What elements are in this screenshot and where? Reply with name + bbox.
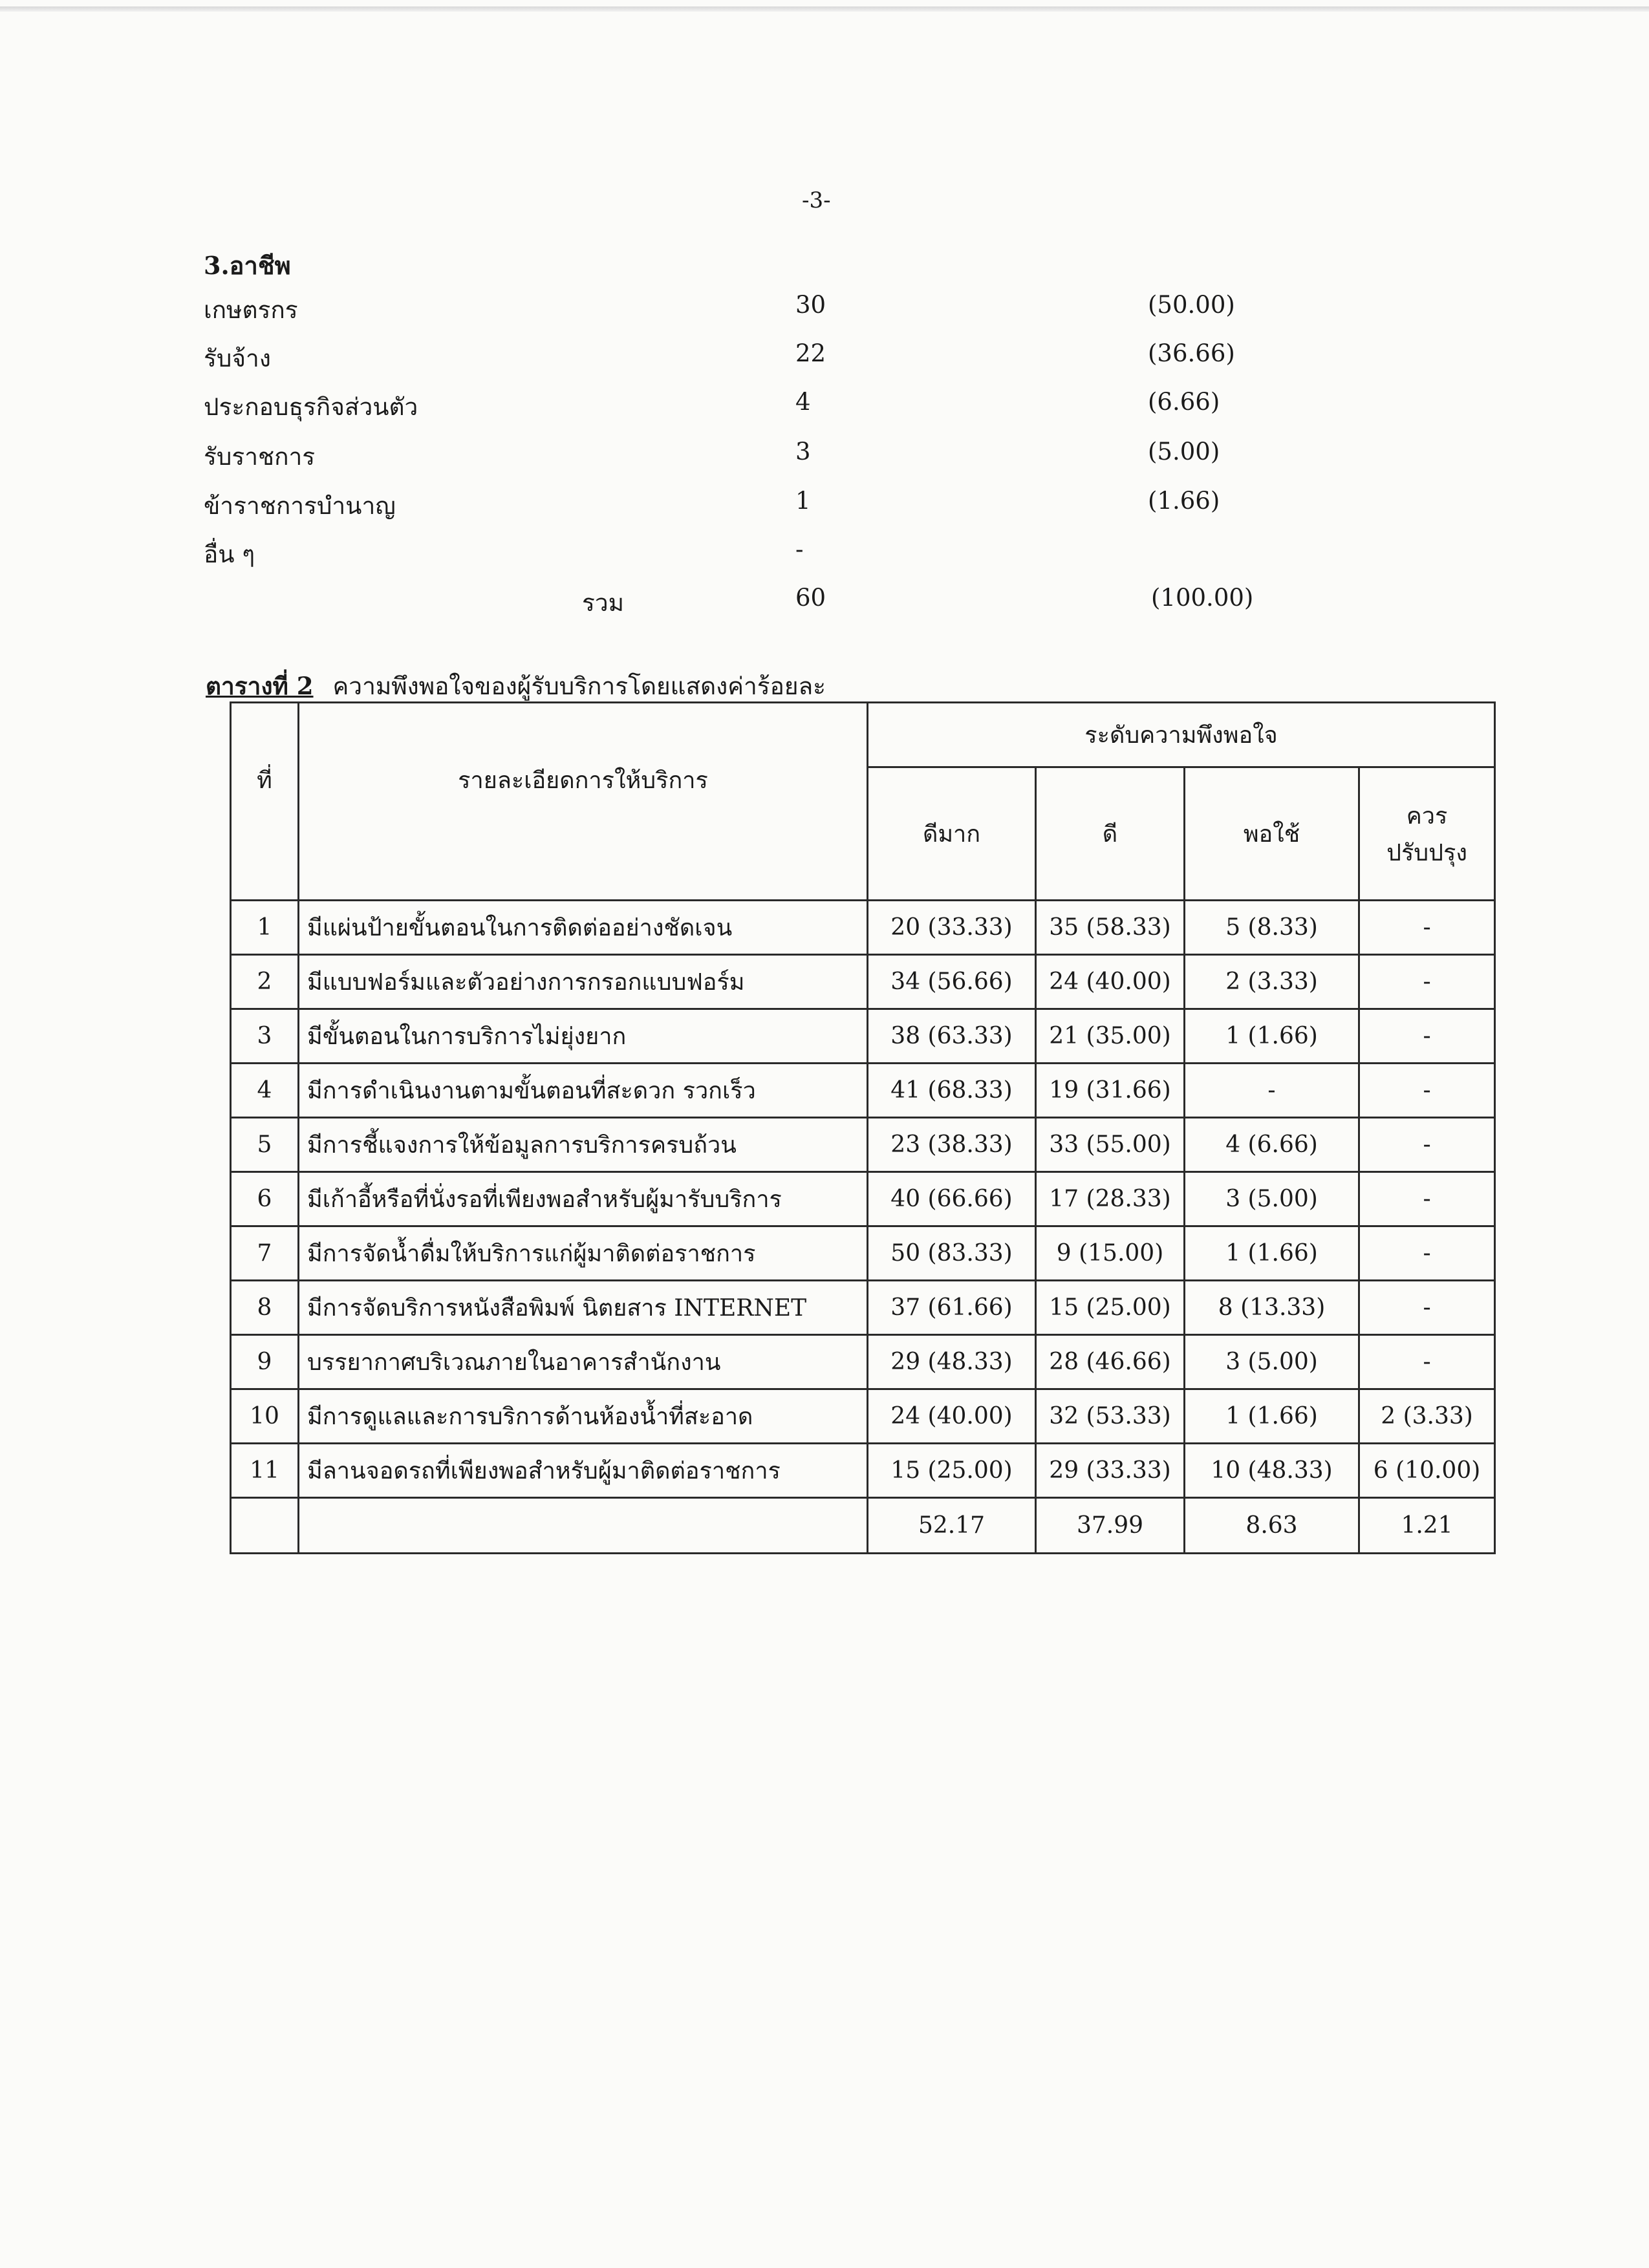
row-very-good: 20 (33.33) (868, 901, 1036, 955)
row-good: 35 (58.33) (1036, 901, 1185, 955)
summary-very-good: 52.17 (868, 1498, 1036, 1554)
row-very-good: 37 (61.66) (868, 1281, 1036, 1335)
row-number: 5 (231, 1118, 299, 1172)
row-needs-improvement: 6 (10.00) (1359, 1444, 1495, 1498)
occupation-count: 4 (795, 388, 811, 416)
row-good: 29 (33.33) (1036, 1444, 1185, 1498)
occupation-row (0, 388, 1649, 427)
row-fair: 8 (13.33) (1185, 1281, 1359, 1335)
occupation-row (0, 438, 1649, 476)
row-good: 17 (28.33) (1036, 1172, 1185, 1226)
satisfaction-table (230, 701, 1496, 1554)
row-number: 6 (231, 1172, 299, 1226)
row-description: มีการดำเนินงานตามขั้นตอนที่สะดวก รวกเร็ว (299, 1064, 868, 1118)
header-needs-improvement-line2: ปรับปรุง (1386, 839, 1467, 866)
occupation-label: เกษตรกร (204, 296, 298, 324)
row-description: มีเก้าอี้หรือที่นั่งรอที่เพียงพอสำหรับผู้มารับบริการ (299, 1172, 868, 1226)
row-fair: 1 (1.66) (1185, 1226, 1359, 1281)
scan-edge (0, 6, 1649, 12)
row-very-good: 38 (63.33) (868, 1009, 1036, 1064)
occupation-count: 30 (795, 291, 826, 319)
header-good: ดี (1036, 767, 1185, 901)
row-good: 19 (31.66) (1036, 1064, 1185, 1118)
occupation-total-count: 60 (795, 584, 826, 612)
row-very-good: 40 (66.66) (868, 1172, 1036, 1226)
row-number: 1 (231, 901, 299, 955)
occupation-percent: (1.66) (1148, 487, 1220, 515)
occupation-percent: (36.66) (1148, 339, 1235, 367)
occupation-row (0, 535, 1649, 574)
occupation-row (0, 339, 1649, 378)
row-description: มีแผ่นป้ายขั้นตอนในการติดต่ออย่างชัดเจน (299, 901, 868, 955)
occupation-row (0, 487, 1649, 526)
table-caption-text: ความพึงพอใจของผู้รับบริการโดยแสดงค่าร้อยละ (332, 672, 826, 700)
header-no: ที่ (231, 703, 299, 901)
row-needs-improvement: - (1359, 901, 1495, 955)
row-description: มีการจัดบริการหนังสือพิมพ์ นิตยสาร INTERNET (299, 1281, 868, 1335)
header-description: รายละเอียดการให้บริการ (299, 703, 868, 901)
header-needs-improvement-line1: ควร (1406, 802, 1448, 829)
row-good: 15 (25.00) (1036, 1281, 1185, 1335)
row-number: 10 (231, 1389, 299, 1444)
header-fair: พอใช้ (1185, 767, 1359, 901)
summary-needs-improvement: 1.21 (1359, 1498, 1495, 1554)
row-fair: 3 (5.00) (1185, 1172, 1359, 1226)
row-needs-improvement: - (1359, 1335, 1495, 1389)
row-very-good: 23 (38.33) (868, 1118, 1036, 1172)
row-description: มีลานจอดรถที่เพียงพอสำหรับผู้มาติดต่อราชการ (299, 1444, 868, 1498)
row-very-good: 41 (68.33) (868, 1064, 1036, 1118)
summary-good: 37.99 (1036, 1498, 1185, 1554)
row-number: 2 (231, 955, 299, 1009)
row-needs-improvement: - (1359, 1118, 1495, 1172)
header-very-good: ดีมาก (868, 767, 1036, 901)
occupation-title: 3.อาชีพ (204, 251, 291, 280)
summary-description (299, 1498, 868, 1554)
occupation-label: อื่น ๆ (204, 540, 255, 568)
row-description: มีการจัดน้ำดื่มให้บริการแก่ผู้มาติดต่อราชการ (299, 1226, 868, 1281)
summary-row (231, 1498, 1495, 1554)
row-fair: 2 (3.33) (1185, 955, 1359, 1009)
row-very-good: 50 (83.33) (868, 1226, 1036, 1281)
row-fair: 5 (8.33) (1185, 901, 1359, 955)
occupation-count: 1 (795, 487, 811, 515)
occupation-count: - (795, 535, 804, 563)
row-good: 21 (35.00) (1036, 1009, 1185, 1064)
row-needs-improvement: - (1359, 1009, 1495, 1064)
row-very-good: 29 (48.33) (868, 1335, 1036, 1389)
table-row (231, 901, 1495, 955)
row-number: 9 (231, 1335, 299, 1389)
row-number: 7 (231, 1226, 299, 1281)
occupation-percent: (6.66) (1148, 388, 1220, 416)
occupation-label: ประกอบธุรกิจส่วนตัว (204, 393, 418, 421)
table-row (231, 1335, 1495, 1389)
row-fair: 1 (1.66) (1185, 1389, 1359, 1444)
row-needs-improvement: 2 (3.33) (1359, 1389, 1495, 1444)
row-fair: 10 (48.33) (1185, 1444, 1359, 1498)
row-number: 8 (231, 1281, 299, 1335)
summary-number (231, 1498, 299, 1554)
table-row (231, 1172, 1495, 1226)
row-needs-improvement: - (1359, 1064, 1495, 1118)
row-very-good: 24 (40.00) (868, 1389, 1036, 1444)
row-needs-improvement: - (1359, 1281, 1495, 1335)
occupation-total-row (0, 584, 1649, 623)
occupation-total-label: รวม (582, 589, 625, 617)
occupation-row (0, 291, 1649, 330)
table-row (231, 1009, 1495, 1064)
row-very-good: 34 (56.66) (868, 955, 1036, 1009)
row-needs-improvement: - (1359, 955, 1495, 1009)
table-row (231, 1444, 1495, 1498)
summary-fair: 8.63 (1185, 1498, 1359, 1554)
row-fair: - (1185, 1064, 1359, 1118)
row-description: มีแบบฟอร์มและตัวอย่างการกรอกแบบฟอร์ม (299, 955, 868, 1009)
table-row (231, 1226, 1495, 1281)
table-row (231, 1118, 1495, 1172)
occupation-percent: (50.00) (1148, 291, 1235, 319)
row-needs-improvement: - (1359, 1226, 1495, 1281)
row-number: 11 (231, 1444, 299, 1498)
occupation-label: ข้าราชการบำนาญ (204, 492, 396, 520)
table-caption (206, 667, 826, 705)
row-needs-improvement: - (1359, 1172, 1495, 1226)
row-good: 32 (53.33) (1036, 1389, 1185, 1444)
row-good: 33 (55.00) (1036, 1118, 1185, 1172)
table-row (231, 1064, 1495, 1118)
table-row (231, 955, 1495, 1009)
table-row (231, 1281, 1495, 1335)
header-needs-improvement (1359, 767, 1495, 901)
occupation-count: 22 (795, 339, 826, 367)
occupation-label: รับจ้าง (204, 345, 271, 372)
row-fair: 3 (5.00) (1185, 1335, 1359, 1389)
row-number: 3 (231, 1009, 299, 1064)
occupation-count: 3 (795, 438, 811, 465)
row-description: บรรยากาศบริเวณภายในอาคารสำนักงาน (299, 1335, 868, 1389)
row-fair: 4 (6.66) (1185, 1118, 1359, 1172)
row-description: มีการดูแลและการบริการด้านห้องน้ำที่สะอาด (299, 1389, 868, 1444)
table-row (231, 1389, 1495, 1444)
row-description: มีขั้นตอนในการบริการไม่ยุ่งยาก (299, 1009, 868, 1064)
occupation-percent: (5.00) (1148, 438, 1220, 465)
occupation-label: รับราชการ (204, 443, 316, 471)
row-description: มีการชี้แจงการให้ข้อมูลการบริการครบถ้วน (299, 1118, 868, 1172)
occupation-total-percent: (100.00) (1151, 584, 1254, 612)
row-number: 4 (231, 1064, 299, 1118)
row-good: 28 (46.66) (1036, 1335, 1185, 1389)
page-number: -3- (802, 187, 831, 213)
row-very-good: 15 (25.00) (868, 1444, 1036, 1498)
row-good: 24 (40.00) (1036, 955, 1185, 1009)
table-caption-label: ตารางที่ 2 (206, 672, 314, 700)
row-fair: 1 (1.66) (1185, 1009, 1359, 1064)
header-satisfaction-level: ระดับความพึงพอใจ (868, 703, 1495, 767)
row-good: 9 (15.00) (1036, 1226, 1185, 1281)
